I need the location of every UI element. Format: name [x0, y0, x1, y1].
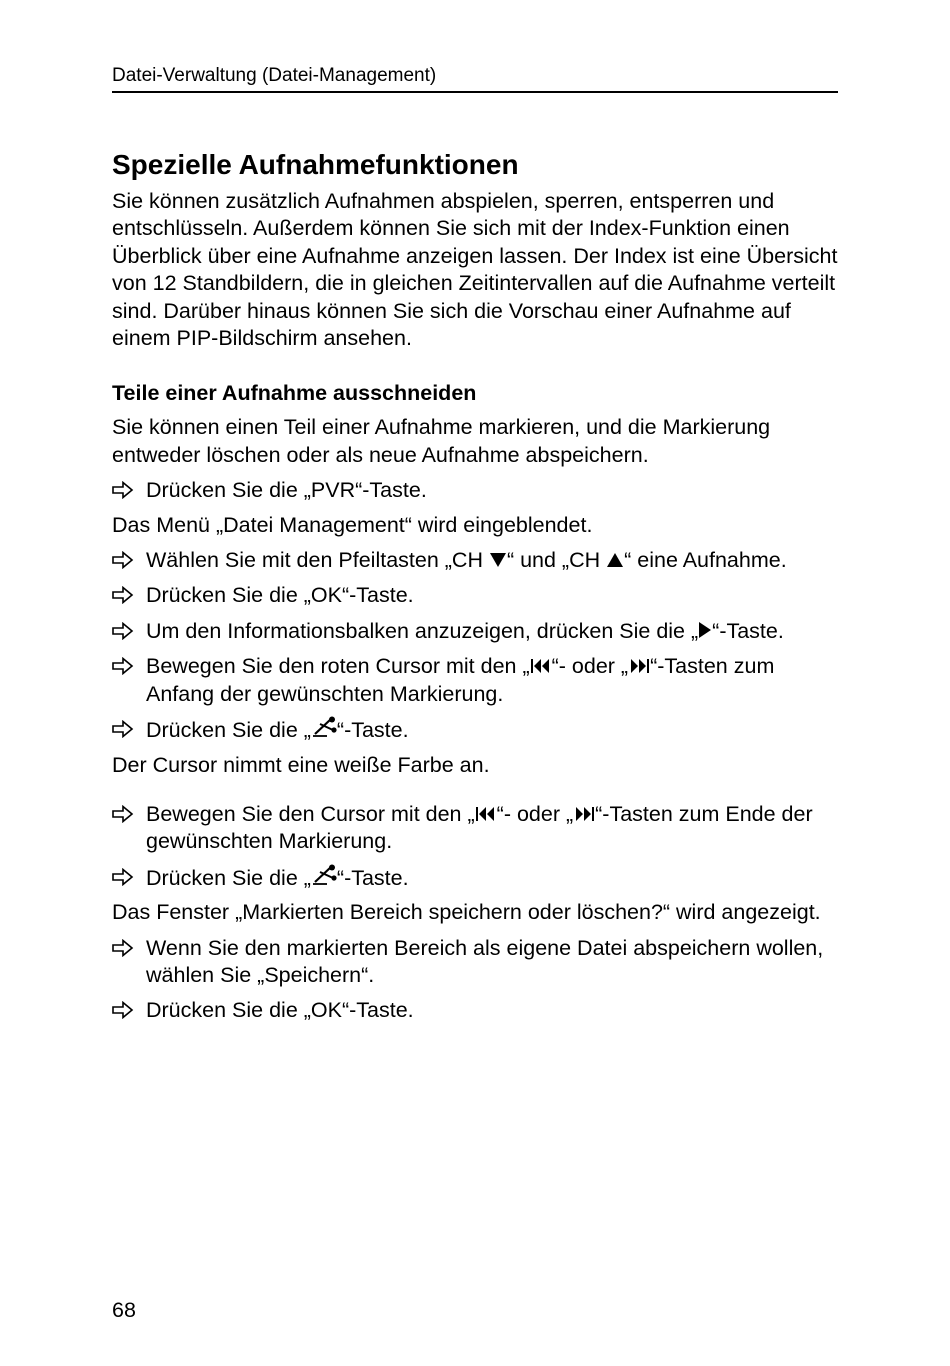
hollow-arrow-right-icon — [112, 1001, 134, 1019]
step-text: Drücken Sie die „PVR“-Taste. — [146, 478, 427, 503]
step-text: Drücken Sie die „ — [146, 718, 311, 743]
hollow-arrow-right-icon — [112, 481, 134, 499]
step-text: Bewegen Sie den roten Cursor mit den „ — [146, 654, 530, 679]
play-icon — [698, 621, 712, 639]
step-text: Wählen Sie mit den Pfeiltasten „CH — [146, 548, 489, 573]
step-text: “-Taste. — [336, 718, 409, 743]
hollow-arrow-right-icon — [112, 586, 134, 604]
step-text: “-Tasten zum Ende der gewünschten Markierung. — [146, 801, 813, 854]
step-text: Um den Informationsbalken anzuzeigen, drücken Sie die „ — [146, 618, 699, 643]
instruction-step — [112, 997, 838, 1024]
hollow-arrow-right-icon — [112, 805, 134, 823]
rewind-icon — [475, 806, 497, 822]
step-text: “- oder „ — [551, 654, 629, 679]
subsection-title: Teile einer Aufnahme ausschneiden — [112, 381, 477, 406]
hollow-arrow-right-icon — [112, 720, 134, 738]
rewind-icon — [530, 658, 552, 674]
instruction-step — [112, 477, 838, 504]
step-text: “-Taste. — [336, 865, 409, 890]
scissors-cut-icon — [311, 864, 337, 886]
step-note: Das Menü „Datei Management“ wird eingeblendet. — [112, 512, 593, 537]
section-intro: Sie können zusätzlich Aufnahmen abspielen, sperren, entsperren und entschlüsseln. Außerdem können Sie sich mit der Index-Funktion einen Überblick über eine Aufnahme anzeigen lassen. Der Index ist eine Übersicht von 12 Standbildern, die in gleichen Zeitintervallen auf die Aufnahme verteilt sind. Darüber hinaus können Sie sich die Vorschau einer Aufnahme auf einem PIP-Bildschirm ansehen. — [112, 189, 838, 351]
hollow-arrow-right-icon — [112, 868, 134, 886]
step-text: “-Tasten zum Anfang der gewünschten Markierung. — [146, 654, 775, 706]
running-header — [112, 64, 838, 93]
step-text: “ eine Aufnahme. — [624, 548, 787, 573]
instruction-step — [112, 801, 838, 856]
step-text: Drücken Sie die „ — [146, 865, 311, 890]
subsection-intro: Sie können einen Teil einer Aufnahme markieren, und die Markierung entweder löschen oder als neue Aufnahme abspeichern. — [112, 415, 771, 467]
step-text: “ und „CH — [506, 548, 607, 573]
page-number: 68 — [112, 1298, 136, 1322]
step-text: “- oder „ — [496, 801, 574, 826]
fast-forward-icon — [628, 658, 650, 674]
triangle-down-icon — [489, 552, 507, 568]
hollow-arrow-right-icon — [112, 551, 134, 569]
instruction-step — [112, 547, 838, 574]
step-text: Bewegen Sie den Cursor mit den „ — [146, 801, 475, 826]
instruction-step — [112, 653, 838, 708]
step-text: Wenn Sie den markierten Bereich als eigene Datei abspeichern wollen, wählen Sie „Speichern“. — [146, 935, 824, 987]
instruction-step — [112, 582, 838, 609]
fast-forward-icon — [573, 806, 595, 822]
step-text: Drücken Sie die „OK“-Taste. — [146, 998, 414, 1023]
step-note: Der Cursor nimmt eine weiße Farbe an. — [112, 752, 490, 777]
scissors-cut-icon — [311, 716, 337, 738]
step-note: Das Fenster „Markierten Bereich speichern oder löschen?“ wird angezeigt. — [112, 900, 821, 925]
hollow-arrow-right-icon — [112, 622, 134, 640]
instruction-step — [112, 864, 838, 892]
instruction-step — [112, 618, 838, 645]
step-text: Drücken Sie die „OK“-Taste. — [146, 583, 414, 608]
step-text: “-Taste. — [712, 618, 784, 643]
running-title: Datei-Verwaltung (Datei-Management) — [112, 65, 437, 86]
hollow-arrow-right-icon — [112, 657, 134, 675]
hollow-arrow-right-icon — [112, 939, 134, 957]
page-content — [112, 148, 838, 1025]
instruction-step — [112, 935, 838, 990]
section-title: Spezielle Aufnahmefunktionen — [112, 149, 519, 180]
triangle-up-icon — [606, 552, 624, 568]
instruction-step — [112, 716, 838, 744]
